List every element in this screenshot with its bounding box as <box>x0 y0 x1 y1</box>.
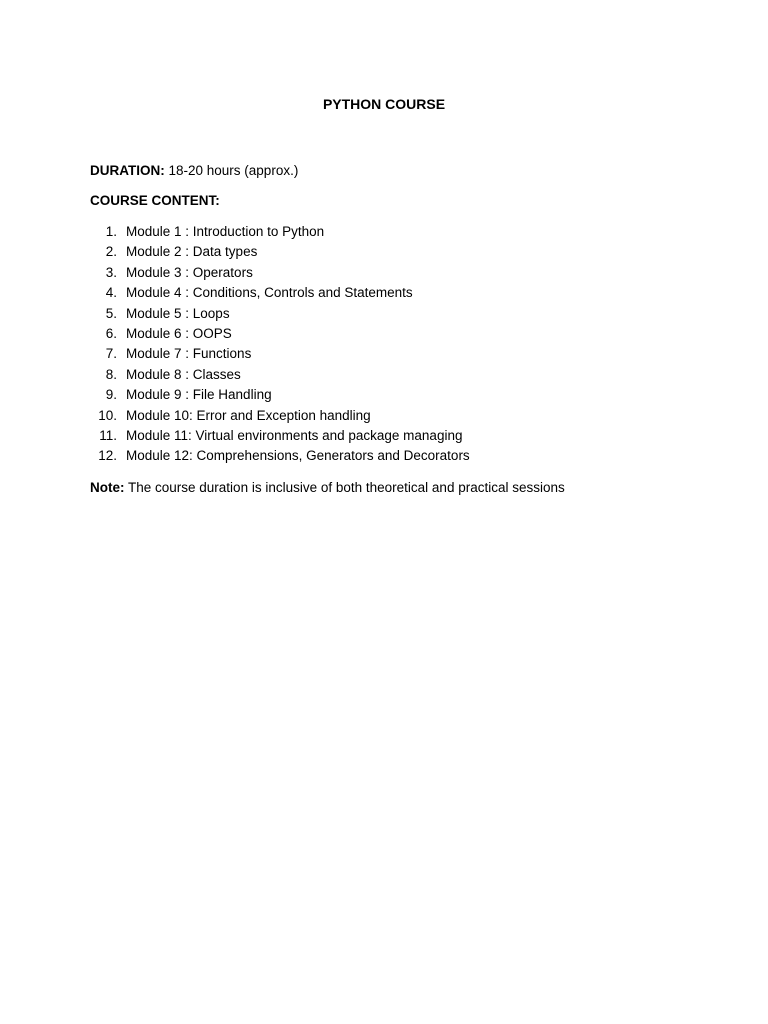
list-item-text: Module 5 : Loops <box>126 305 230 321</box>
list-item <box>90 243 470 263</box>
list-item <box>90 325 470 345</box>
list-item <box>90 284 470 304</box>
list-item-number: 11. <box>99 427 117 443</box>
list-item-text: Module 2 : Data types <box>126 244 258 260</box>
duration-line <box>90 162 298 180</box>
list-item-number: 9. <box>105 387 117 403</box>
course-content-heading: COURSE CONTENT: <box>90 193 220 208</box>
list-item <box>90 427 470 447</box>
duration-value: 18-20 hours (approx.) <box>164 163 299 178</box>
list-item <box>90 305 470 325</box>
list-item-number: 2. <box>105 244 117 260</box>
list-item-number: 6. <box>105 325 117 341</box>
list-item-text: Module 9 : File Handling <box>126 387 272 403</box>
list-item-number: 5. <box>105 305 117 321</box>
list-item-text: Module 6 : OOPS <box>126 325 232 341</box>
list-item-text: Module 10: Error and Exception handling <box>126 407 371 423</box>
list-item-text: Module 8 : Classes <box>126 366 241 382</box>
list-item-text: Module 12: Comprehensions, Generators and Decorators <box>126 448 470 464</box>
list-item-number: 4. <box>105 285 117 301</box>
document-title: PYTHON COURSE <box>322 96 446 112</box>
note-label: Note: <box>90 480 125 495</box>
duration-label: DURATION: <box>90 163 165 178</box>
list-item-number: 3. <box>105 264 117 280</box>
list-item-text: Module 4 : Conditions, Controls and Statements <box>126 285 413 301</box>
list-item <box>90 407 470 427</box>
note-line <box>90 479 565 497</box>
list-item-number: 1. <box>105 224 117 239</box>
list-item-number: 12. <box>98 448 117 464</box>
list-item-number: 7. <box>105 346 117 362</box>
list-item-text: Module 7 : Functions <box>126 346 252 362</box>
list-item <box>90 264 470 284</box>
list-item <box>90 366 470 386</box>
list-item-text: Module 3 : Operators <box>126 264 253 280</box>
list-item-text: Module 1 : Introduction to Python <box>126 224 325 239</box>
list-item <box>90 345 470 365</box>
list-item-number: 10. <box>98 407 117 423</box>
module-list <box>90 223 470 468</box>
list-item <box>90 386 470 406</box>
list-item <box>90 447 470 467</box>
list-item-number: 8. <box>105 366 117 382</box>
note-text: The course duration is inclusive of both theoretical and practical sessions <box>124 480 565 495</box>
list-item <box>90 223 470 243</box>
list-item-text: Module 11: Virtual environments and package managing <box>126 427 463 443</box>
